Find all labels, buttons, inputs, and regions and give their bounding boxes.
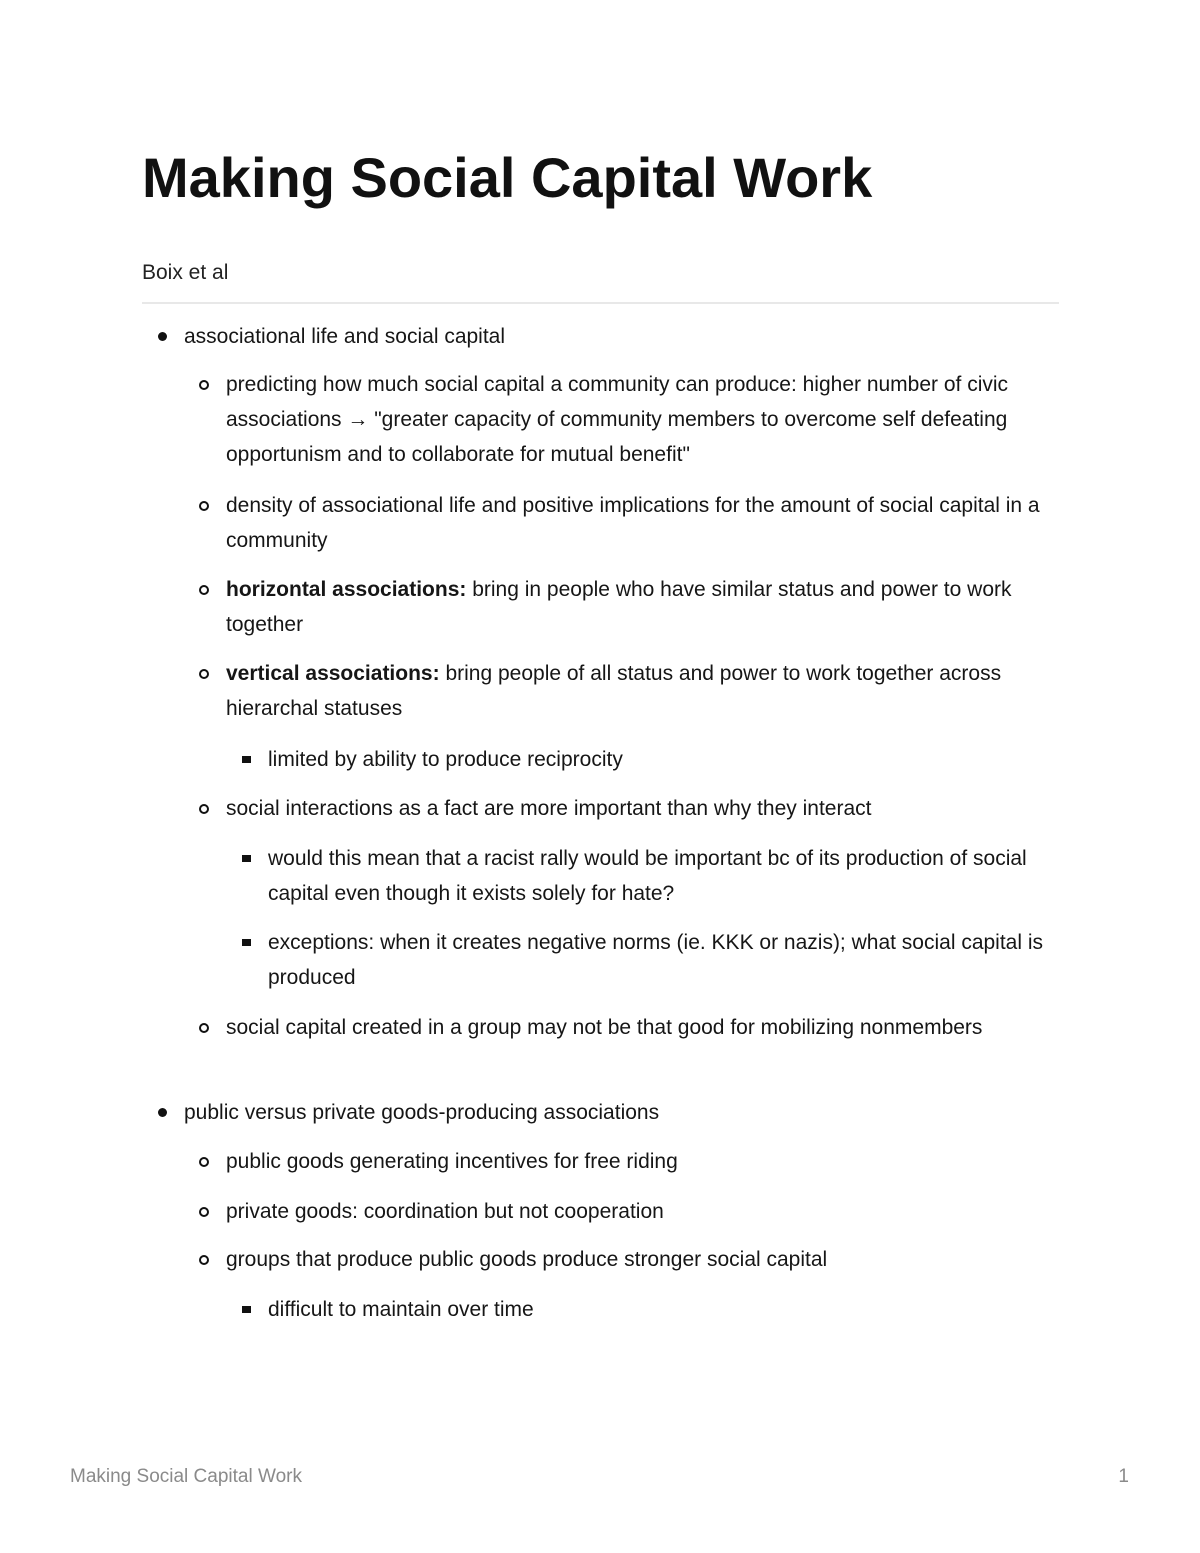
list-item-text: associational life and social capital: [184, 325, 506, 348]
list-item-text: bring people of all status and power to work together across hierarchal statuses: [226, 662, 1002, 720]
bullet-circle-icon: [199, 804, 209, 814]
list-item-text: predicting how much social capital a community can produce: higher number of civic associations → "greater capacity of community members to overcome self defeating opportunism and to collaborate for mutual benefit": [226, 373, 1009, 466]
list-item: [268, 841, 1058, 911]
list-item-text: public versus private goods-producing associations: [184, 1101, 660, 1124]
list-item: [226, 1144, 1056, 1179]
bullet-circle-icon: [199, 380, 209, 390]
bullet-circle-icon: [199, 1207, 209, 1217]
list-item-text: limited by ability to produce reciprocity: [268, 748, 623, 771]
bullet-disc-icon: [158, 332, 167, 341]
list-item: [226, 656, 1056, 726]
list-item-text: exceptions: when it creates negative norms (ie. KKK or nazis); what social capital is produced: [268, 931, 1044, 989]
list-item: [184, 1095, 1054, 1130]
list-item-text: social interactions as a fact are more important than why they interact: [226, 797, 872, 820]
bullet-circle-icon: [199, 1023, 209, 1033]
list-item-text: density of associational life and positive implications for the amount of social capital in a community: [226, 494, 1040, 552]
bullet-square-icon: [242, 939, 251, 946]
bullet-circle-icon: [199, 501, 209, 511]
list-item: [226, 1010, 1056, 1045]
bullet-circle-icon: [199, 1255, 209, 1265]
list-item-text: groups that produce public goods produce stronger social capital: [226, 1248, 828, 1271]
list-item-text: social capital created in a group may not be that good for mobilizing nonmembers: [226, 1016, 983, 1039]
list-item-text: difficult to maintain over time: [268, 1298, 534, 1321]
list-item: [184, 319, 1054, 354]
list-item: [226, 572, 1056, 642]
bullet-disc-icon: [158, 1108, 167, 1117]
list-item-text: bring in people who have similar status and power to work together: [226, 578, 1012, 636]
bullet-circle-icon: [199, 1157, 209, 1167]
term-label: horizontal associations:: [226, 578, 467, 601]
list-item-text: public goods generating incentives for free riding: [226, 1150, 678, 1173]
list-item: [226, 1242, 1056, 1277]
bullet-square-icon: [242, 756, 251, 763]
list-item: [268, 742, 1058, 777]
list-item-text: private goods: coordination but not cooperation: [226, 1200, 664, 1223]
page-number: 1: [1118, 1466, 1129, 1487]
page-title: Making Social Capital Work: [142, 146, 873, 209]
list-item: [226, 1194, 1056, 1229]
bullet-square-icon: [242, 855, 251, 862]
list-item-text: would this mean that a racist rally would be important bc of its production of social capital even though it exists solely for hate?: [268, 847, 1027, 905]
list-item: [268, 925, 1058, 995]
author-line: Boix et al: [142, 261, 229, 284]
term-label: vertical associations:: [226, 662, 440, 685]
list-item: [268, 1292, 1058, 1327]
list-item: [226, 367, 1056, 472]
divider: [142, 302, 1059, 304]
list-item: [226, 488, 1056, 558]
footer-title: Making Social Capital Work: [70, 1466, 302, 1487]
list-item: [226, 791, 1056, 826]
bullet-square-icon: [242, 1306, 251, 1313]
bullet-circle-icon: [199, 669, 209, 679]
bullet-circle-icon: [199, 585, 209, 595]
